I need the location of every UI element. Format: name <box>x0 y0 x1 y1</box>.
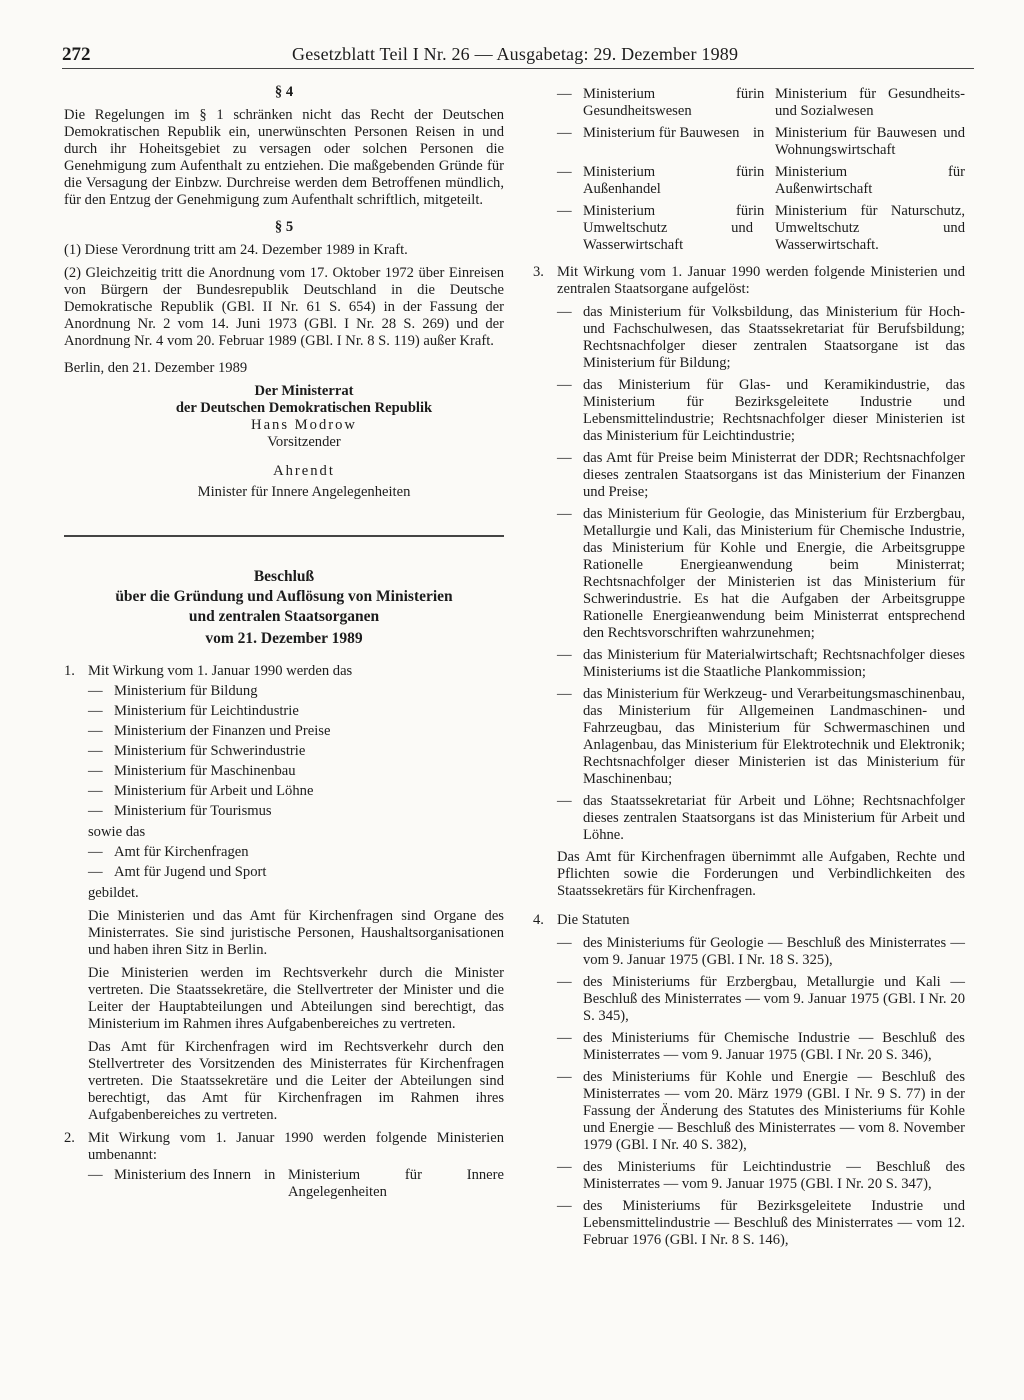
dissolution-list-item <box>557 304 965 372</box>
item-1-para-3: Das Amt für Kirchenfragen wird im Rechtsverkehr durch den Stellvertreter des Vorsitzenden des Ministerrates für Kirchenfragen vertreten. Die Staatssekretäre und die Leiter der Abteilungen sind berechtigt, das Amt für Kirchenfragen im Rahmen ihres Aufgabenbereiches zu vertreten. <box>88 1039 504 1123</box>
dash-marker: — <box>88 703 103 719</box>
rename-from <box>557 125 753 159</box>
dash-marker: — <box>557 203 572 219</box>
statute-list-item <box>557 974 965 1025</box>
dash-marker: — <box>557 506 572 522</box>
dissolution-list-item-text: das Staatssekretariat für Arbeit und Löhne; Rechtsnachfolger dieses zentralen Staatsorgans ist das Ministerium für Arbeit und Löhne. <box>583 793 965 843</box>
dash-marker: — <box>557 1069 572 1085</box>
rename-from <box>557 203 753 254</box>
rename-from-text: Ministerium für Gesundheitswesen <box>583 86 753 119</box>
dash-marker: — <box>88 723 103 739</box>
dash-marker: — <box>557 1159 572 1175</box>
rename-in: in <box>753 164 765 180</box>
statute-list-item-text: des Ministeriums für Kohle und Energie — Beschluß des Ministerrates — vom 20. März 1979 (GBl. I Nr. 9 S. 77) in der Fassung der Änderung des Statutes des Ministeriums für Kohle und Energie — Beschluß des Ministerrates — vom 8. November 1979 (GBl. I Nr. 40 S. 382), <box>583 1069 965 1153</box>
rename-in: in <box>753 203 765 219</box>
statute-list-item-text: des Ministeriums für Chemische Industrie — Beschluß des Ministerrates — vom 9. Januar 1975 (GBl. I Nr. 20 S. 346), <box>583 1030 965 1063</box>
rename-row <box>557 203 965 254</box>
rename-from-text: Ministerium des Innern <box>114 1167 251 1183</box>
right-column <box>533 86 965 1254</box>
item-1-para-1: Die Ministerien und das Amt für Kirchenfragen sind Organe des Ministerrates. Sie sind juristische Personen, Haushaltsorganisationen und haben ihren Sitz in Berlin. <box>88 908 504 958</box>
item-1-intro: Mit Wirkung vom 1. Januar 1990 werden das <box>88 663 353 679</box>
dash-marker: — <box>88 803 103 819</box>
section-5-heading: § 5 <box>274 219 294 235</box>
section-4-heading: § 4 <box>274 84 294 100</box>
rename-from <box>557 86 753 120</box>
rename-in: in <box>753 86 765 102</box>
rename-row <box>557 125 965 159</box>
section-5-para-2: (2) Gleichzeitig tritt die Anordnung vom 17. Oktober 1972 über Einreisen von Bürgern der Bundesrepublik Deutschland in die Deutsche Demokratische Republik (GBl. II Nr. 61 S. 654) in der Fassung der Anordnung Nr. 2 vom 14. Juni 1973 (GBl. I Nr. 28 S. 269) und der Anordnung Nr. 4 vom 20. Februar 1989 (GBl. I Nr. 8 S. 119) außer Kraft. <box>64 265 504 349</box>
signatory-body: Der Ministerrat <box>254 383 354 399</box>
dissolution-list-item-text: das Ministerium für Glas- und Keramikindustrie, das Ministerium für Bezirksgeleitete Industrie und Lebensmittelindustrie; Rechtsnachfolger dieser Ministerien ist das Ministerium für Leichtindustrie; <box>583 377 965 444</box>
dash-marker: — <box>557 686 572 702</box>
ministry-list-item <box>88 683 504 700</box>
office-list-item <box>88 864 504 881</box>
item-1-number: 1. <box>64 663 75 679</box>
ministry-list-item-text: Ministerium für Maschinenbau <box>114 763 296 779</box>
item-1-para-2: Die Ministerien werden im Rechtsverkehr durch die Minister vertreten. Die Staatssekretäre, die Stellvertreter der Minister und die Leiter der Hauptabteilungen und Abteilungen sind berechtigt, das Ministerium im Rahmen ihres Aufgabenbereiches zu vertreten. <box>88 965 504 1032</box>
dash-marker: — <box>557 793 572 809</box>
item-3-list <box>557 304 965 844</box>
ministry-list-item-text: Ministerium für Tourismus <box>114 803 272 819</box>
ministry-list-item <box>88 783 504 800</box>
item-3-number: 3. <box>533 264 544 280</box>
rename-list <box>557 86 965 254</box>
statute-list-item <box>557 1198 965 1249</box>
ministry-list-item-text: Ministerium für Schwerindustrie <box>114 743 306 759</box>
dissolution-list-item-text: das Ministerium für Werkzeug- und Verarbeitungsmaschinenbau, das Ministerium für Allgemeinen Landmaschinen- und Fahrzeugbau, das Ministerium für Schwermaschinen und Anlagenbau, das Ministerium für Elektrotechnik und Elektronik; Rechtsnachfolger dieser Ministerien ist das Ministerium für Maschinenbau; <box>583 686 965 787</box>
signatory-name-1: Hans Modrow <box>251 417 357 433</box>
rename-row <box>88 1167 504 1201</box>
dissolution-list-item <box>557 450 965 501</box>
item-2-number: 2. <box>64 1130 75 1146</box>
dissolution-list-item-text: das Ministerium für Materialwirtschaft; Rechtsnachfolger dieses Ministeriums ist die Staatliche Plankommission; <box>583 647 965 680</box>
decision-title-line-2: über die Gründung und Auflösung von Ministerien <box>115 588 453 605</box>
dash-marker: — <box>88 1167 103 1183</box>
signatory-role-1: Vorsitzender <box>267 434 341 450</box>
dash-marker: — <box>557 450 572 466</box>
ministry-list-item-text: Ministerium für Bildung <box>114 683 258 699</box>
dash-marker: — <box>557 377 572 393</box>
item-4-number: 4. <box>533 912 544 928</box>
item-4-list <box>557 935 965 1249</box>
dash-marker: — <box>557 974 572 990</box>
item-4 <box>533 912 965 1249</box>
dash-marker: — <box>557 86 572 102</box>
item-3-intro: Mit Wirkung vom 1. Januar 1990 werden folgende Ministerien und zentralen Staatsorgane aufgelöst: <box>557 264 965 297</box>
office-list-item-text: Amt für Jugend und Sport <box>114 864 267 880</box>
rename-to: Ministerium für Bauwesen und Wohnungswirtschaft <box>775 125 965 158</box>
dissolution-list-item <box>557 793 965 844</box>
dash-marker: — <box>557 1198 572 1214</box>
item-2-intro: Mit Wirkung vom 1. Januar 1990 werden folgende Ministerien umbenannt: <box>88 1130 504 1163</box>
page-number: 272 <box>62 44 91 65</box>
ministry-list-item <box>88 743 504 760</box>
dash-marker: — <box>88 743 103 759</box>
dash-marker: — <box>88 864 103 880</box>
decision-title-line-3: und zentralen Staatsorganen <box>188 608 380 625</box>
rename-from-text: Ministerium für Umweltschutz und Wasserwirtschaft <box>583 203 753 253</box>
dash-marker: — <box>557 1030 572 1046</box>
rename-to: Ministerium für Innere Angelegenheiten <box>288 1167 504 1200</box>
dissolution-list-item-text: das Ministerium für Geologie, das Ministerium für Erzbergbau, Metallurgie und Kali, das Ministerium für Chemische Industrie, das Ministerium für Kohle und Energie, die Arbeitsgruppe Rationelle Energieanwendung beim Ministerrat; Rechtsnachfolger der Ministerien ist das Ministerium für Schwerindustrie. Es hat die Aufgaben der Arbeitsgruppe Rationelle Energieanwendung beim Ministerrat entsprechend den Rechtsvorschriften wahrzunehmen; <box>583 506 965 641</box>
ministry-list-item-text: Ministerium der Finanzen und Preise <box>114 723 331 739</box>
dissolution-list-item <box>557 647 965 681</box>
item-1 <box>64 663 504 1124</box>
statute-list-item-text: des Ministeriums für Geologie — Beschluß des Ministerrates — vom 9. Januar 1975 (GBl. I Nr. 18 S. 325), <box>583 935 965 968</box>
item-1-list <box>88 683 504 820</box>
item-1-list-2 <box>88 844 504 881</box>
dash-marker: — <box>88 763 103 779</box>
header-rule <box>62 68 974 69</box>
place-date: Berlin, den 21. Dezember 1989 <box>64 360 248 376</box>
decision-title <box>64 567 504 649</box>
statute-list-item <box>557 935 965 969</box>
dissolution-list-item <box>557 686 965 788</box>
ministry-list-item-text: Ministerium für Arbeit und Löhne <box>114 783 314 799</box>
page-header <box>62 44 974 68</box>
section-divider <box>64 535 504 537</box>
rename-in: in <box>753 125 765 141</box>
dash-marker: — <box>557 304 572 320</box>
ministry-list-item <box>88 763 504 780</box>
dash-marker: — <box>88 683 103 699</box>
rename-to: Ministerium für Gesundheits- und Sozialwesen <box>775 86 965 119</box>
dash-marker: — <box>557 647 572 663</box>
decision-title-line-1: Beschluß <box>253 568 315 585</box>
rename-from <box>557 164 753 198</box>
decision-title-line-4: vom 21. Dezember 1989 <box>205 630 363 647</box>
rename-from-text: Ministerium für Außenhandel <box>583 164 753 197</box>
rename-in: in <box>264 1167 276 1183</box>
ministry-list-item-text: Ministerium für Leichtindustrie <box>114 703 299 719</box>
dash-marker: — <box>88 783 103 799</box>
section-4-text: Die Regelungen im § 1 schränken nicht das Recht der Deutschen Demokratischen Republik ein, unerwünschten Personen Reisen in und durch ihr Hoheitsgebiet zu versagen oder solchen Personen die Genehmigung zum Aufenthalt zu entziehen. Die maßgebenden Gründe für die Versagung der Einbzw. Durchreise werden dem Betroffenen mündlich, für den Entzug der Genehmigung zum Aufenthalt schriftlich, mitgeteilt. <box>64 107 504 208</box>
signature-block <box>64 383 504 501</box>
statute-list-item-text: des Ministeriums für Erzbergbau, Metallurgie und Kali — Beschluß des Ministerrates — vom 9. Januar 1975 (GBl. I Nr. 20 S. 345), <box>583 974 965 1024</box>
dissolution-list-item-text: das Amt für Preise beim Ministerrat der DDR; Rechtsnachfolger dieses zentralen Staatsorgans ist das Ministerium der Finanzen und Preise; <box>583 450 965 500</box>
dissolution-list-item <box>557 377 965 445</box>
ministry-list-item <box>88 703 504 720</box>
item-3-closing: Das Amt für Kirchenfragen übernimmt alle Aufgaben, Rechte und Pflichten sowie die Forderungen und Verbindlichkeiten des Staatssekretärs für Kirchenfragen. <box>557 849 965 899</box>
rename-from <box>88 1167 264 1201</box>
office-list-item-text: Amt für Kirchenfragen <box>114 844 249 860</box>
rename-to: Ministerium für Naturschutz, Umweltschutz und Wasserwirtschaft. <box>775 203 965 253</box>
statute-list-item <box>557 1159 965 1193</box>
dissolution-list-item-text: das Ministerium für Volksbildung, das Ministerium für Hoch- und Fachschulwesen, das Staatssekretariat für Berufsbildung; Rechtsnachfolger dieser zentralen Staatsorgane ist das Ministerium für Bildung; <box>583 304 965 371</box>
dissolution-list-item <box>557 506 965 642</box>
office-list-item <box>88 844 504 861</box>
item-2 <box>64 1130 504 1201</box>
statute-list-item-text: des Ministeriums für Leichtindustrie — Beschluß des Ministerrates — vom 9. Januar 1975 (GBl. I Nr. 20 S. 347), <box>583 1159 965 1192</box>
section-5-para-1: (1) Diese Verordnung tritt am 24. Dezember 1989 in Kraft. <box>64 242 408 258</box>
rename-row <box>557 164 965 198</box>
ministry-list-item <box>88 723 504 740</box>
statute-list-item <box>557 1069 965 1154</box>
item-1-sowie: sowie das <box>88 824 146 840</box>
left-column <box>64 80 504 1206</box>
item-3 <box>533 264 965 900</box>
dash-marker: — <box>557 125 572 141</box>
signatory-name-2: Ahrendt <box>273 463 335 479</box>
statute-list-item-text: des Ministeriums für Bezirksgeleitete Industrie und Lebensmittelindustrie — Beschluß des Ministerrates — vom 12. Februar 1976 (GBl. I Nr. 8 S. 146), <box>583 1198 965 1248</box>
item-1-gebildet: gebildet. <box>88 885 139 901</box>
statute-list-item <box>557 1030 965 1064</box>
rename-to: Ministerium für Außenwirtschaft <box>775 164 965 197</box>
item-4-intro: Die Statuten <box>557 912 630 928</box>
dash-marker: — <box>557 935 572 951</box>
signatory-body-2: der Deutschen Demokratischen Republik <box>175 400 433 416</box>
header-title: Gesetzblatt Teil I Nr. 26 — Ausgabetag: 29. Dezember 1989 <box>292 44 739 64</box>
rename-row <box>557 86 965 120</box>
dash-marker: — <box>88 844 103 860</box>
ministry-list-item <box>88 803 504 820</box>
dash-marker: — <box>557 164 572 180</box>
signatory-role-2: Minister für Innere Angelegenheiten <box>197 484 411 500</box>
rename-from-text: Ministerium für Bauwesen <box>583 125 740 141</box>
